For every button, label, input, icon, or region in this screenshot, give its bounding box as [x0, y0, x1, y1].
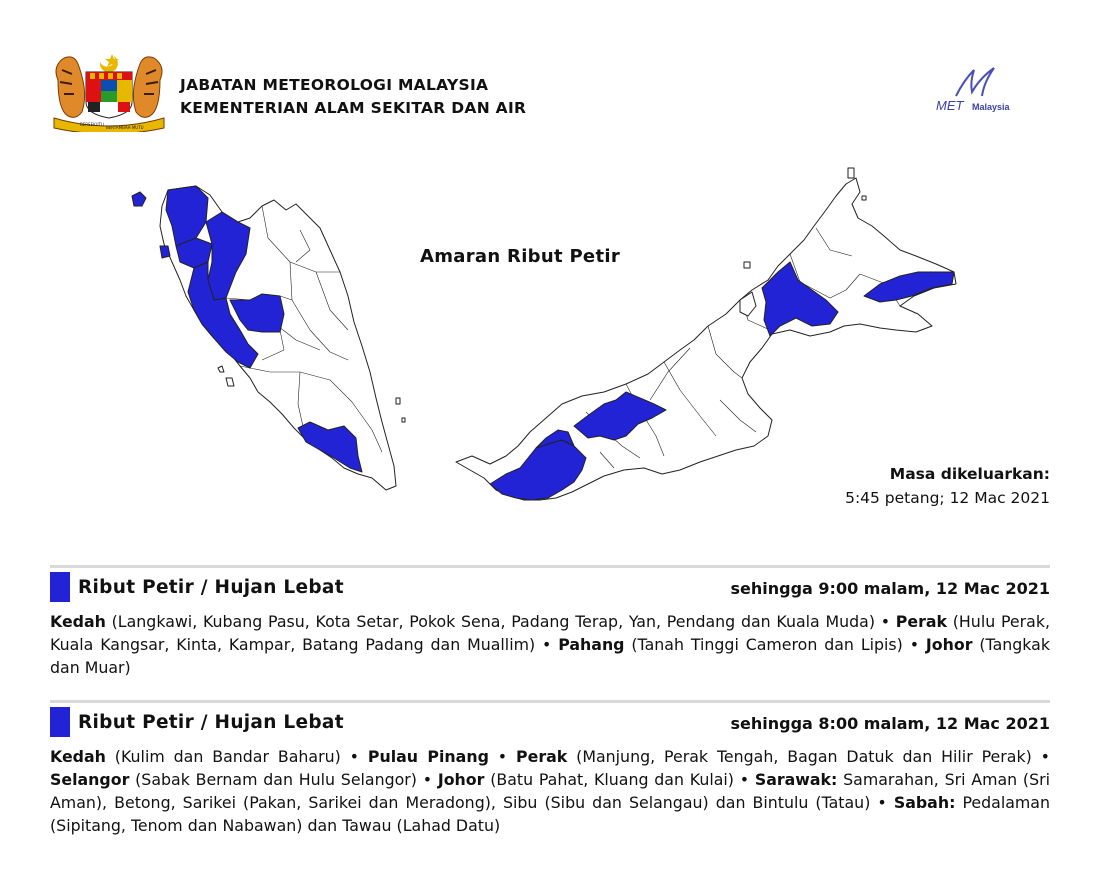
section-title: Ribut Petir / Hujan Lebat [78, 577, 344, 598]
state-name: Kedah [50, 612, 106, 631]
state-areas: (Manjung, Perak Tengah, Bagan Datuk dan Hilir Perak) • [567, 747, 1050, 766]
issued-time: 5:45 petang; 12 Mac 2021 [845, 489, 1050, 507]
state-areas: (Kulim dan Bandar Baharu) • [105, 747, 368, 766]
svg-text:MET: MET [936, 98, 964, 113]
state-areas: • [488, 747, 517, 766]
peninsular-malaysia-map [132, 186, 405, 490]
svg-text:BERTAMBAH MUTU: BERTAMBAH MUTU [106, 125, 144, 130]
svg-text:BERSEKUTU: BERSEKUTU [80, 122, 104, 127]
section-areas [50, 610, 1050, 679]
org-line-1: JABATAN METEOROLOGI MALAYSIA [180, 76, 489, 94]
org-line-2: KEMENTERIAN ALAM SEKITAR DAN AIR [180, 99, 527, 117]
section-areas [50, 745, 1050, 837]
borneo-malaysia-map [456, 168, 956, 500]
section-divider [50, 700, 1050, 703]
state-name: Sarawak: [754, 770, 838, 789]
warning-area-langkawi [132, 192, 146, 206]
state-name: Perak [895, 612, 948, 631]
state-name: Pahang [558, 635, 625, 654]
state-name: Johor [925, 635, 973, 654]
state-areas: Samarahan, Sri Aman (Sri Aman), Betong, Sarikei (Pakan, Sarikei dan Meradong), Sibu (Sibu dan Selangau) dan Bintulu (Tatau) • [50, 770, 1050, 812]
warning-section-2 [50, 700, 1050, 837]
state-areas: (Hulu Perak, Kuala Kangsar, Kinta, Kampar, Batang Padang dan Muallim) • [50, 612, 1050, 654]
state-areas: (Tanah Tinggi Cameron dan Lipis) • [624, 635, 926, 654]
section-marker [50, 707, 70, 737]
issued-label: Masa dikeluarkan: [889, 465, 1050, 483]
warning-section-1 [50, 565, 1050, 679]
state-name: Pulau Pinang [367, 747, 489, 766]
state-name: Kedah [50, 747, 106, 766]
section-title: Ribut Petir / Hujan Lebat [78, 712, 344, 733]
state-name: Sabah: [893, 793, 956, 812]
issued-time-block [845, 462, 1050, 510]
section-header [50, 707, 1050, 741]
state-areas: (Langkawi, Kubang Pasu, Kota Setar, Pokok Sena, Padang Terap, Yan, Pendang dan Kuala Muda) • [105, 612, 896, 631]
section-valid-until: sehingga 8:00 malam, 12 Mac 2021 [730, 714, 1050, 733]
section-marker [50, 572, 70, 602]
state-areas: (Sabak Bernam dan Hulu Selangor) • [129, 770, 438, 789]
section-valid-until: sehingga 9:00 malam, 12 Mac 2021 [730, 579, 1050, 598]
state-areas: (Batu Pahat, Kluang dan Kulai) • [484, 770, 755, 789]
state-name: Johor [437, 770, 485, 789]
state-areas: Pedalaman (Sipitang, Tenom dan Nabawan) dan Tawau (Lahad Datu) [50, 793, 1050, 835]
section-divider [50, 565, 1050, 568]
svg-text:Malaysia: Malaysia [972, 102, 1010, 112]
warning-area-penang [160, 246, 170, 258]
section-header [50, 572, 1050, 606]
map-title: Amaran Ribut Petir [420, 246, 620, 267]
state-name: Perak [516, 747, 568, 766]
state-areas: (Tangkak dan Muar) [50, 635, 1051, 677]
state-name: Selangor [50, 770, 130, 789]
borneo-landmass [456, 178, 956, 500]
